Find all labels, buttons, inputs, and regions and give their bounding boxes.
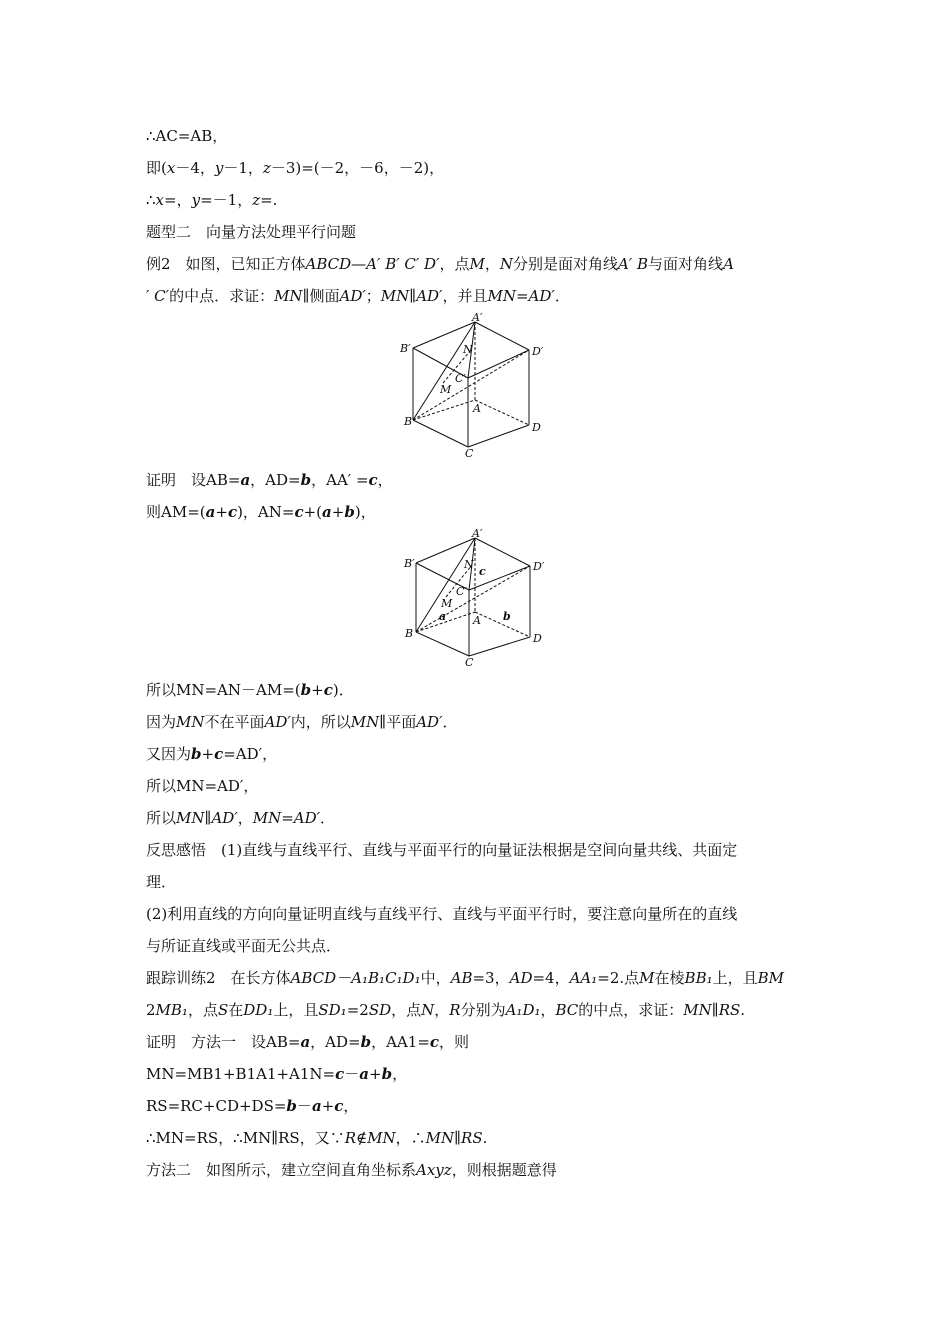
vector-b-label: b bbox=[503, 610, 511, 623]
text-line-3: ∴x=，y=－1，z=. bbox=[146, 191, 278, 209]
section-heading: 题型二 向量方法处理平行问题 bbox=[146, 223, 357, 241]
label-c-prime-2: C′ bbox=[456, 585, 467, 598]
label-c: C bbox=[465, 447, 474, 460]
cube-figure-1 bbox=[395, 312, 555, 464]
exercise-line-2: 2MB₁，点S在DD₁上，且SD₁=2SD，点N，R分别为A₁D₁，BC的中点，求证：MN∥RS. bbox=[146, 1001, 746, 1019]
method2-line-1: 方法二 如图所示，建立空间直角坐标系Axyz，则根据题意得 bbox=[146, 1161, 557, 1179]
example-line-1: 例2 如图，已知正方体ABCD—A′ B′ C′ D′，点M，N分别是面对角线A′ B与面对角线A bbox=[146, 255, 734, 273]
label-a-prime-2: A′ bbox=[472, 528, 483, 540]
label-b-prime: B′ bbox=[400, 342, 411, 355]
method1-line-1: 证明 方法一 设AB=a，AD=b，AA1=c，则 bbox=[146, 1033, 470, 1051]
proof-line-4: 因为MN不在平面AD′内，所以MN∥平面AD′． bbox=[146, 713, 458, 731]
label-b: B bbox=[404, 415, 413, 428]
text-line-2: 即(x－4，y－1，z－3)=(－2，－6，－2)， bbox=[146, 159, 445, 177]
label-m: M bbox=[440, 383, 452, 396]
reflection-line-3: (2)利用直线的方向向量证明直线与直线平行、直线与平面平行时，要注意向量所在的直线 bbox=[146, 905, 738, 923]
method1-line-2: MN=MB1+B1A1+A1N=c－a+b， bbox=[146, 1065, 408, 1083]
proof-line-5: 又因为b+c=AD′， bbox=[146, 745, 278, 763]
label-d-prime-2: D′ bbox=[533, 560, 545, 573]
vector-c-label: c bbox=[479, 565, 486, 578]
label-d: D bbox=[532, 421, 541, 434]
reflection-line-1: 反思感悟 (1)直线与直线平行、直线与平面平行的向量证法根据是空间向量共线、共面定 bbox=[146, 841, 738, 859]
label-m-2: M bbox=[441, 597, 453, 610]
proof-line-7: 所以MN∥AD′，MN=AD′． bbox=[146, 809, 336, 827]
label-a: A bbox=[473, 402, 481, 415]
proof-line-6: 所以MN=AD′， bbox=[146, 777, 259, 795]
label-b-prime-2: B′ bbox=[404, 557, 415, 570]
proof-line-2: 则AM=(a+c)，AN=c+(a+b)， bbox=[146, 503, 376, 521]
label-a-2: A bbox=[473, 614, 481, 627]
label-n-2: N bbox=[464, 558, 474, 571]
reflection-line-2: 理． bbox=[146, 873, 177, 891]
label-d-2: D bbox=[533, 632, 542, 645]
label-d-prime: D′ bbox=[532, 345, 544, 358]
reflection-line-4: 与所证直线或平面无公共点． bbox=[146, 937, 342, 955]
example-line-2: ′ C′的中点．求证：MN∥侧面AD′；MN∥AD′，并且MN=AD′． bbox=[146, 287, 570, 305]
label-c-prime: C′ bbox=[455, 372, 466, 385]
label-a-prime: A′ bbox=[472, 312, 483, 324]
label-b-2: B bbox=[405, 627, 414, 640]
label-c-2: C bbox=[465, 656, 474, 668]
proof-line-1: 证明 设AB=a，AD=b，AA′ =c， bbox=[146, 471, 393, 489]
method1-line-3: RS=RC+CD+DS=b－a+c， bbox=[146, 1097, 359, 1115]
proof-line-3: 所以MN=AN－AM=(b+c)． bbox=[146, 681, 354, 699]
method1-line-4: ∴MN=RS，∴MN∥RS，又∵R∉MN，∴MN∥RS. bbox=[146, 1129, 488, 1147]
cube-figure-2 bbox=[395, 528, 555, 668]
text-line-1: ∴AC=AB， bbox=[146, 127, 228, 145]
label-n: N bbox=[463, 343, 473, 356]
vector-a-label: a bbox=[439, 610, 447, 623]
exercise-line-1: 跟踪训练2 在长方体ABCD－A₁B₁C₁D₁中，AB=3，AD=4，AA₁=2.点M在棱BB₁上，且BM bbox=[146, 969, 785, 987]
